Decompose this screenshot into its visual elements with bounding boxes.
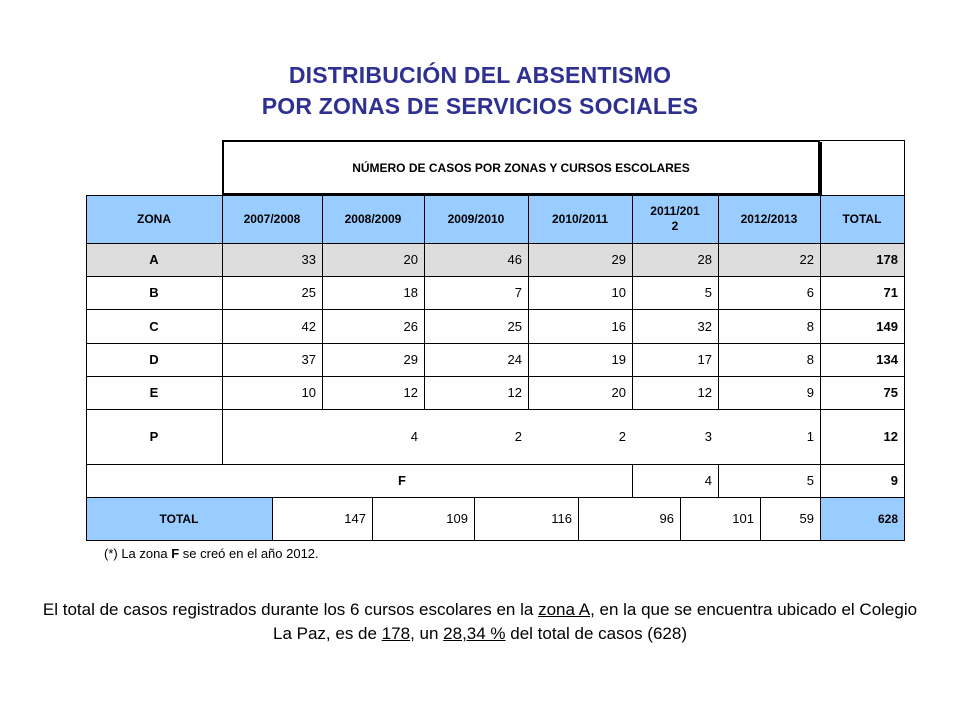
table-cell: 5 (806, 473, 814, 488)
totals-cell: 147 (344, 511, 366, 526)
grid-line (474, 497, 475, 540)
table-cell (222, 409, 322, 464)
row-total: 12 (883, 429, 898, 444)
table-cell: 6 (806, 285, 814, 300)
summary-part-3: , un (410, 624, 444, 643)
column-header: 2008/2009 (322, 195, 424, 243)
table-cell: 8 (806, 318, 814, 334)
grid-line (86, 409, 905, 410)
table-cell: 22 (799, 252, 814, 267)
table-cell: 33 (301, 252, 316, 267)
row-total: 75 (883, 385, 898, 400)
table-cell: 8 (806, 352, 814, 367)
table-cell: 2 (618, 429, 626, 444)
grid-line (904, 140, 905, 195)
zone-label: P (149, 429, 159, 444)
summary-zone: zona A (538, 600, 591, 619)
grid-line (222, 195, 223, 409)
grid-line (578, 497, 579, 540)
column-header: TOTAL (820, 195, 904, 243)
grid-line (86, 243, 905, 244)
grid-line (86, 540, 905, 541)
table-cell: 5 (704, 285, 712, 300)
grid-line (718, 464, 719, 497)
table-cell: 19 (611, 352, 626, 367)
table-cell: 26 (403, 318, 418, 334)
header-text: 2011/201 (650, 204, 700, 218)
grid-line (86, 343, 905, 344)
totals-label: TOTAL (86, 497, 272, 540)
grid-line (632, 464, 633, 497)
grid-line (528, 195, 529, 409)
table-cell: 7 (514, 285, 522, 300)
zone-label: F (398, 473, 406, 488)
table-cell: 29 (611, 252, 626, 267)
column-header: ZONA (86, 195, 222, 243)
table-cell: 32 (697, 318, 712, 334)
zone-label: D (149, 352, 159, 367)
grid-line (632, 195, 633, 409)
table-cell: 18 (403, 285, 418, 300)
table-cell: 9 (806, 385, 814, 400)
table-cell: 46 (507, 252, 522, 267)
footnote-suffix: se creó en el año 2012. (179, 546, 319, 561)
column-header: 2009/2010 (424, 195, 528, 243)
table-cell: 28 (697, 252, 712, 267)
table-cell: 4 (704, 473, 712, 488)
grid-line (86, 309, 905, 310)
summary-part-4: del total de casos (628) (505, 624, 687, 643)
summary-part-1: El total de casos registrados durante los 6 cursos escolares en la (42, 600, 539, 619)
footnote (104, 546, 319, 561)
totals-cell: 109 (446, 511, 468, 526)
row-total: 9 (890, 473, 898, 488)
table-cell: 4 (410, 429, 418, 444)
table-cell: 12 (697, 385, 712, 400)
grid-line (680, 497, 681, 540)
totals-cell: 59 (799, 511, 814, 526)
row-total: 149 (876, 318, 898, 334)
grid-line (86, 376, 905, 377)
table-cell: 25 (301, 285, 316, 300)
grid-line (760, 497, 761, 540)
grid-line (424, 195, 425, 409)
footnote-zone: F (171, 546, 180, 561)
table-cell: 10 (301, 385, 316, 400)
grid-line (322, 195, 323, 409)
title-line-2: POR ZONAS DE SERVICIOS SOCIALES (261, 93, 699, 119)
summary-part-2: , en la que se encuentra ubicado el Colegio La Paz, es de (273, 600, 918, 643)
table-cell: 17 (697, 352, 712, 367)
header-text: 2 (671, 219, 679, 233)
grid-line (272, 497, 273, 540)
grid-line (86, 276, 905, 277)
totals-cell: 101 (732, 511, 754, 526)
column-header: 2012/2013 (718, 195, 820, 243)
totals-cell: 116 (551, 511, 572, 526)
zone-label: C (149, 318, 159, 334)
column-header (632, 195, 718, 243)
grid-line (86, 464, 905, 465)
row-total: 71 (883, 285, 898, 300)
grid-line (820, 140, 905, 141)
grid-line (86, 195, 87, 540)
title-line-1: DISTRIBUCIÓN DEL ABSENTISMO (288, 62, 672, 88)
table-cell: 1 (806, 429, 814, 444)
zone-label: B (149, 285, 159, 300)
summary-text (40, 598, 920, 646)
row-total: 178 (876, 252, 898, 267)
table-cell: 3 (704, 429, 712, 444)
table-cell: 12 (507, 385, 522, 400)
totals-cell: 96 (659, 511, 674, 526)
table-cell: 10 (611, 285, 626, 300)
table-cell: 29 (403, 352, 418, 367)
table-cell: 37 (301, 352, 316, 367)
zone-label: A (86, 243, 222, 276)
grid-line (372, 497, 373, 540)
table-cell: 42 (301, 318, 316, 334)
grid-line (222, 409, 223, 464)
grid-line (904, 195, 905, 540)
grid-line (718, 195, 719, 409)
column-header: 2007/2008 (222, 195, 322, 243)
grid-line (820, 409, 821, 464)
table-banner: NÚMERO DE CASOS POR ZONAS Y CURSOS ESCOLARES (222, 140, 820, 195)
table-cell: 20 (611, 385, 626, 400)
summary-count: 178 (381, 624, 411, 643)
table-cell: 12 (403, 385, 418, 400)
grid-line (820, 497, 821, 540)
table-cell: 16 (611, 318, 626, 334)
grid-line (86, 195, 905, 196)
grand-total: 628 (820, 497, 904, 540)
row-total: 134 (876, 352, 898, 367)
footnote-prefix: (*) La zona (104, 546, 172, 561)
table-cell: 2 (514, 429, 522, 444)
summary-percent: 28,34 % (443, 624, 506, 643)
grid-line (86, 497, 905, 498)
table-cell: 25 (507, 318, 522, 334)
table-cell: 24 (507, 352, 522, 367)
zone-label: E (149, 385, 159, 400)
column-header: 2010/2011 (528, 195, 632, 243)
table-cell: 20 (403, 252, 418, 267)
